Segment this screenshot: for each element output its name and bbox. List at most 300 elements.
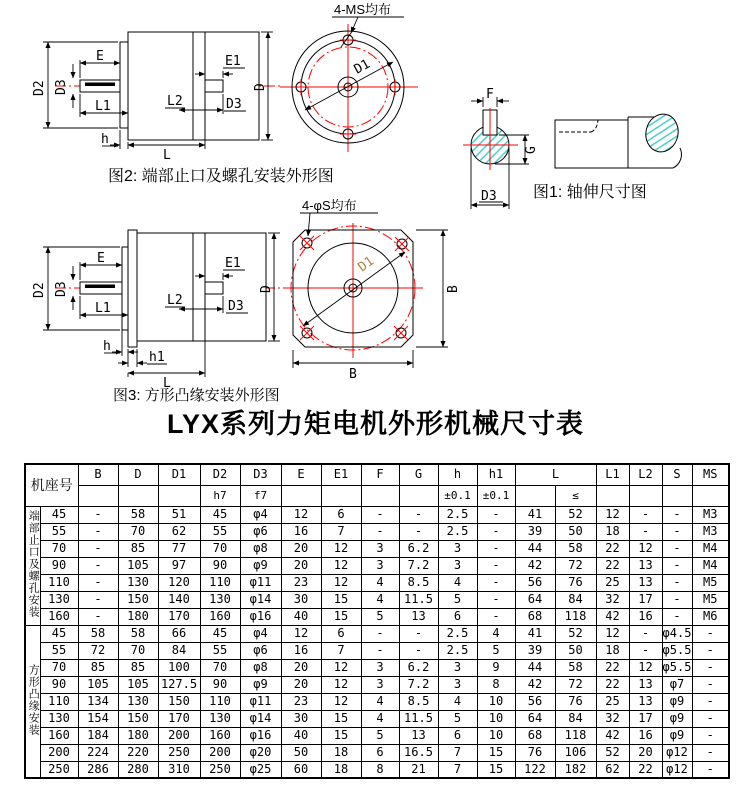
value-cell: 20	[281, 540, 321, 557]
col-subheader-9: ±0.1	[438, 485, 477, 506]
value-cell: 105	[78, 676, 118, 693]
table-row	[25, 506, 729, 523]
col-subheader-7	[361, 485, 399, 506]
value-cell: -	[78, 557, 118, 574]
value-cell: 127.5	[158, 676, 200, 693]
table-row	[25, 574, 729, 591]
col-subheader-0	[78, 485, 118, 506]
frame-size-cell: 130	[40, 591, 78, 608]
value-cell: φ12	[662, 761, 692, 778]
value-cell: 200	[158, 727, 200, 744]
value-cell: -	[78, 608, 118, 625]
value-cell: 68	[515, 608, 555, 625]
b-dimensions	[293, 230, 461, 382]
value-cell: 51	[158, 506, 200, 523]
value-cell: -	[692, 710, 729, 727]
value-cell: 3	[438, 557, 477, 574]
value-cell: 10	[477, 693, 515, 710]
value-cell: 15	[321, 727, 361, 744]
value-cell: 12	[281, 625, 321, 642]
value-cell: φ4	[240, 625, 281, 642]
value-cell: φ6	[240, 642, 281, 659]
value-cell: -	[477, 557, 515, 574]
value-cell: 134	[78, 693, 118, 710]
value-cell: 160	[200, 727, 240, 744]
value-cell: -	[629, 506, 662, 523]
value-cell: φ8	[240, 659, 281, 676]
value-cell: 52	[555, 506, 596, 523]
col-header-L2: L2	[629, 464, 662, 485]
table-row	[25, 642, 729, 659]
col-header-G: G	[399, 464, 438, 485]
col-header-D: D	[118, 464, 158, 485]
value-cell: 110	[200, 574, 240, 591]
value-cell: 11.5	[399, 591, 438, 608]
value-cell: -	[78, 506, 118, 523]
value-cell: 90	[200, 557, 240, 574]
value-cell: 16	[629, 727, 662, 744]
col-subheader-5	[281, 485, 321, 506]
frame-size-cell: 70	[40, 540, 78, 557]
shaft-side-view	[555, 111, 682, 168]
value-cell: 224	[78, 744, 118, 761]
value-cell: 64	[515, 591, 555, 608]
col-header-D3: D3	[240, 464, 281, 485]
value-cell: 22	[596, 557, 629, 574]
col-header-L: L	[515, 464, 596, 485]
table-row	[25, 761, 729, 778]
value-cell: φ9	[662, 727, 692, 744]
frame-size-cell: 130	[40, 710, 78, 727]
value-cell: 170	[158, 710, 200, 727]
value-cell: -	[477, 506, 515, 523]
value-cell: 8.5	[399, 574, 438, 591]
fig2-caption: 图2: 端部止口及螺孔安装外形图	[108, 168, 334, 185]
value-cell: 18	[596, 642, 629, 659]
dim-label-D3-right: D3	[228, 299, 244, 314]
value-cell: 4	[361, 574, 399, 591]
value-cell: 70	[200, 540, 240, 557]
value-cell: -	[361, 523, 399, 540]
value-cell: 70	[118, 523, 158, 540]
value-cell: 39	[515, 642, 555, 659]
value-cell: M4	[692, 557, 729, 574]
value-cell: 10	[477, 710, 515, 727]
dim-label-h: h	[103, 339, 111, 354]
value-cell: 12	[321, 693, 361, 710]
value-cell: -	[692, 693, 729, 710]
value-cell: 55	[200, 642, 240, 659]
value-cell: φ9	[240, 557, 281, 574]
value-cell: 9	[477, 659, 515, 676]
table-body	[25, 506, 729, 778]
value-cell: 16	[281, 523, 321, 540]
value-cell: 5	[438, 710, 477, 727]
value-cell: 7	[438, 761, 477, 778]
value-cell: 7.2	[399, 676, 438, 693]
value-cell: 4	[361, 693, 399, 710]
dim-label-L: L	[163, 376, 171, 391]
table-row	[25, 540, 729, 557]
value-cell: -	[477, 540, 515, 557]
value-cell: 10	[477, 727, 515, 744]
value-cell: M3	[692, 506, 729, 523]
value-cell: M5	[692, 591, 729, 608]
value-cell: 15	[477, 744, 515, 761]
value-cell: 58	[78, 625, 118, 642]
value-cell: 22	[596, 659, 629, 676]
value-cell: 6	[361, 744, 399, 761]
value-cell: 97	[158, 557, 200, 574]
value-cell: 25	[596, 693, 629, 710]
value-cell: -	[399, 625, 438, 642]
col-header-E: E	[281, 464, 321, 485]
value-cell: 20	[281, 557, 321, 574]
value-cell: M6	[692, 608, 729, 625]
value-cell: 41	[515, 625, 555, 642]
value-cell: -	[662, 506, 692, 523]
value-cell: 5	[477, 642, 515, 659]
value-cell: φ20	[240, 744, 281, 761]
dim-label-D: D	[253, 83, 268, 91]
page-title: LYX系列力矩电机外形机械尺寸表	[166, 409, 585, 439]
value-cell: 76	[515, 744, 555, 761]
value-cell: 40	[281, 608, 321, 625]
value-cell: φ16	[240, 727, 281, 744]
value-cell: φ9	[662, 693, 692, 710]
col-subheader-11	[515, 485, 555, 506]
dim-label-D1: D1	[355, 253, 378, 276]
value-cell: -	[78, 540, 118, 557]
value-cell: 310	[158, 761, 200, 778]
table-row	[25, 659, 729, 676]
value-cell: 62	[158, 523, 200, 540]
value-cell: 6	[321, 506, 361, 523]
value-cell: 70	[118, 642, 158, 659]
dim-label-D3-left: D3	[54, 281, 69, 297]
table-row	[25, 591, 729, 608]
value-cell: 118	[555, 727, 596, 744]
value-cell: -	[78, 523, 118, 540]
value-cell: 15	[321, 591, 361, 608]
value-cell: -	[477, 591, 515, 608]
dim-label-h: h	[101, 132, 109, 147]
value-cell: 7	[321, 523, 361, 540]
dim-label-B-right: B	[446, 285, 461, 293]
frame-size-cell: 110	[40, 574, 78, 591]
value-cell: -	[692, 744, 729, 761]
fig1-caption: 图1: 轴伸尺寸图	[533, 184, 647, 201]
value-cell: φ4	[240, 506, 281, 523]
value-cell: 120	[158, 574, 200, 591]
value-cell: 8.5	[399, 693, 438, 710]
value-cell: 12	[321, 659, 361, 676]
dim-label-G: G	[524, 146, 539, 154]
value-cell: 12	[629, 540, 662, 557]
value-cell: -	[629, 523, 662, 540]
col-header-MS: MS	[692, 464, 729, 485]
value-cell: 6	[438, 727, 477, 744]
value-cell: 76	[555, 693, 596, 710]
col-subheader-13	[596, 485, 629, 506]
value-cell: 3	[438, 676, 477, 693]
value-cell: 66	[158, 625, 200, 642]
value-cell: 11.5	[399, 710, 438, 727]
value-cell: 3	[438, 540, 477, 557]
value-cell: 6	[438, 608, 477, 625]
value-cell: 7.2	[399, 557, 438, 574]
value-cell: 84	[158, 642, 200, 659]
value-cell: -	[361, 625, 399, 642]
col-header-h: h	[438, 464, 477, 485]
value-cell: 30	[281, 591, 321, 608]
value-cell: 84	[555, 710, 596, 727]
value-cell: M4	[692, 540, 729, 557]
value-cell: 250	[158, 744, 200, 761]
value-cell: 58	[118, 625, 158, 642]
value-cell: φ14	[240, 710, 281, 727]
value-cell: -	[399, 523, 438, 540]
spec-table	[24, 463, 730, 779]
value-cell: 3	[361, 540, 399, 557]
frame-size-cell: 45	[40, 506, 78, 523]
value-cell: 45	[200, 625, 240, 642]
value-cell: 16.5	[399, 744, 438, 761]
col-header-h1: h1	[477, 464, 515, 485]
value-cell: 22	[596, 676, 629, 693]
value-cell: 45	[200, 506, 240, 523]
value-cell: 2.5	[438, 523, 477, 540]
value-cell: 39	[515, 523, 555, 540]
frame-size-cell: 200	[40, 744, 78, 761]
col-subheader-4: f7	[240, 485, 281, 506]
value-cell: 8	[477, 676, 515, 693]
value-cell: 105	[118, 676, 158, 693]
value-cell: 68	[515, 727, 555, 744]
dim-label-D2: D2	[32, 80, 47, 96]
value-cell: 42	[596, 608, 629, 625]
value-cell: 62	[596, 761, 629, 778]
value-cell: 250	[200, 761, 240, 778]
value-cell: 12	[321, 557, 361, 574]
dim-label-E1: E1	[225, 54, 241, 69]
value-cell: φ8	[240, 540, 281, 557]
value-cell: 122	[515, 761, 555, 778]
fig3-caption: 图3: 方形凸缘安装外形图	[113, 387, 280, 404]
value-cell: 84	[555, 591, 596, 608]
value-cell: -	[477, 574, 515, 591]
value-cell: φ5.5	[662, 643, 692, 658]
value-cell: 50	[555, 642, 596, 659]
value-cell: 64	[515, 710, 555, 727]
value-cell: 56	[515, 574, 555, 591]
table-row	[25, 693, 729, 710]
dim-label-L2: L2	[167, 293, 183, 308]
value-cell: 13	[629, 676, 662, 693]
frame-size-cell: 70	[40, 659, 78, 676]
dim-label-L: L	[163, 148, 171, 163]
value-cell: 32	[596, 591, 629, 608]
value-cell: 20	[281, 659, 321, 676]
dim-label-D1: D1	[351, 56, 373, 78]
value-cell: -	[78, 591, 118, 608]
row-group-label: 方形凸缘安装	[25, 625, 40, 778]
value-cell: 8	[361, 761, 399, 778]
value-cell: 12	[629, 659, 662, 676]
fig2-front-view-drawing	[278, 0, 456, 168]
value-cell: 50	[281, 744, 321, 761]
value-cell: φ9	[662, 710, 692, 727]
value-cell: 23	[281, 574, 321, 591]
value-cell: 280	[118, 761, 158, 778]
frame-size-cell: 90	[40, 676, 78, 693]
fig3-front-view-drawing	[278, 198, 473, 398]
table-row	[25, 557, 729, 574]
value-cell: 6.2	[399, 540, 438, 557]
value-cell: 200	[200, 744, 240, 761]
table-head	[25, 464, 729, 506]
motor-body-outline	[80, 230, 266, 347]
value-cell: 55	[200, 523, 240, 540]
value-cell: 12	[321, 574, 361, 591]
value-cell: 2.5	[438, 642, 477, 659]
dim-label-F: F	[486, 88, 494, 102]
dim-label-B-bottom: B	[349, 367, 357, 382]
value-cell: 15	[321, 710, 361, 727]
value-cell: φ11	[240, 693, 281, 710]
col-header-D2: D2	[200, 464, 240, 485]
value-cell: 56	[515, 693, 555, 710]
value-cell: 150	[118, 591, 158, 608]
value-cell: -	[692, 659, 729, 676]
frame-size-cell: 55	[40, 523, 78, 540]
motor-body-outline	[80, 32, 259, 140]
table-row	[25, 710, 729, 727]
value-cell: 22	[629, 761, 662, 778]
frame-size-cell: 55	[40, 642, 78, 659]
value-cell: 32	[596, 710, 629, 727]
value-cell: 23	[281, 693, 321, 710]
value-cell: 13	[629, 557, 662, 574]
value-cell: -	[477, 523, 515, 540]
value-cell: -	[361, 642, 399, 659]
frame-size-cell: 90	[40, 557, 78, 574]
dim-label-D2: D2	[32, 282, 47, 298]
value-cell: 130	[200, 710, 240, 727]
value-cell: 3	[361, 676, 399, 693]
value-cell: 13	[629, 693, 662, 710]
value-cell: 77	[158, 540, 200, 557]
value-cell: 4	[438, 574, 477, 591]
dim-label-L1: L1	[95, 99, 111, 114]
value-cell: 160	[200, 608, 240, 625]
value-cell: M5	[692, 574, 729, 591]
fig2-side-view-drawing	[25, 12, 300, 184]
frame-size-cell: 250	[40, 761, 78, 778]
dim-label-h1: h1	[149, 350, 165, 365]
value-cell: -	[399, 642, 438, 659]
value-cell: -	[662, 608, 692, 625]
value-cell: 52	[555, 625, 596, 642]
value-cell: 12	[321, 540, 361, 557]
frame-size-cell: 110	[40, 693, 78, 710]
value-cell: 3	[438, 659, 477, 676]
value-cell: 6.2	[399, 659, 438, 676]
value-cell: 42	[596, 727, 629, 744]
value-cell: 106	[555, 744, 596, 761]
value-cell: 140	[158, 591, 200, 608]
value-cell: φ14	[240, 591, 281, 608]
value-cell: -	[692, 642, 729, 659]
dim-label-D3: D3	[481, 189, 497, 204]
col-header-E1: E1	[321, 464, 361, 485]
value-cell: 41	[515, 506, 555, 523]
dim-label-D: D	[259, 285, 274, 293]
value-cell: 7	[321, 642, 361, 659]
value-cell: 12	[596, 506, 629, 523]
col-subheader-14	[629, 485, 662, 506]
col-header-B: B	[78, 464, 118, 485]
value-cell: 52	[596, 744, 629, 761]
value-cell: 180	[118, 608, 158, 625]
table-row	[25, 625, 729, 642]
value-cell: 13	[399, 727, 438, 744]
value-cell: -	[629, 642, 662, 659]
value-cell: 5	[361, 727, 399, 744]
table-row	[25, 676, 729, 693]
value-cell: 4	[438, 693, 477, 710]
frame-size-cell: 160	[40, 608, 78, 625]
value-cell: 70	[200, 659, 240, 676]
value-cell: 44	[515, 540, 555, 557]
frame-size-cell: 45	[40, 625, 78, 642]
fig3-side-view-drawing	[25, 205, 305, 400]
value-cell: 18	[321, 761, 361, 778]
value-cell: 12	[596, 625, 629, 642]
col-header-机座号: 机座号	[25, 464, 78, 506]
value-cell: -	[399, 506, 438, 523]
value-cell: 110	[200, 693, 240, 710]
value-cell: 22	[596, 540, 629, 557]
dim-label-L1: L1	[95, 301, 111, 316]
col-subheader-2	[158, 485, 200, 506]
value-cell: -	[361, 506, 399, 523]
value-cell: 220	[118, 744, 158, 761]
value-cell: 20	[281, 676, 321, 693]
table-row	[25, 744, 729, 761]
value-cell: -	[692, 625, 729, 642]
value-cell: 85	[118, 540, 158, 557]
col-subheader-16	[692, 485, 729, 506]
value-cell: 16	[281, 642, 321, 659]
value-cell: -	[692, 676, 729, 693]
dim-label-E1: E1	[225, 256, 241, 271]
value-cell: 150	[158, 693, 200, 710]
dim-label-D3-right: D3	[226, 97, 242, 112]
value-cell: 6	[321, 625, 361, 642]
value-cell: 130	[118, 693, 158, 710]
value-cell: φ7	[662, 676, 692, 693]
value-cell: 3	[361, 557, 399, 574]
value-cell: 90	[200, 676, 240, 693]
value-cell: 30	[281, 710, 321, 727]
value-cell: 150	[118, 710, 158, 727]
frame-size-cell: 160	[40, 727, 78, 744]
value-cell: -	[662, 557, 692, 574]
value-cell: 105	[118, 557, 158, 574]
value-cell: 100	[158, 659, 200, 676]
value-cell: 130	[200, 591, 240, 608]
